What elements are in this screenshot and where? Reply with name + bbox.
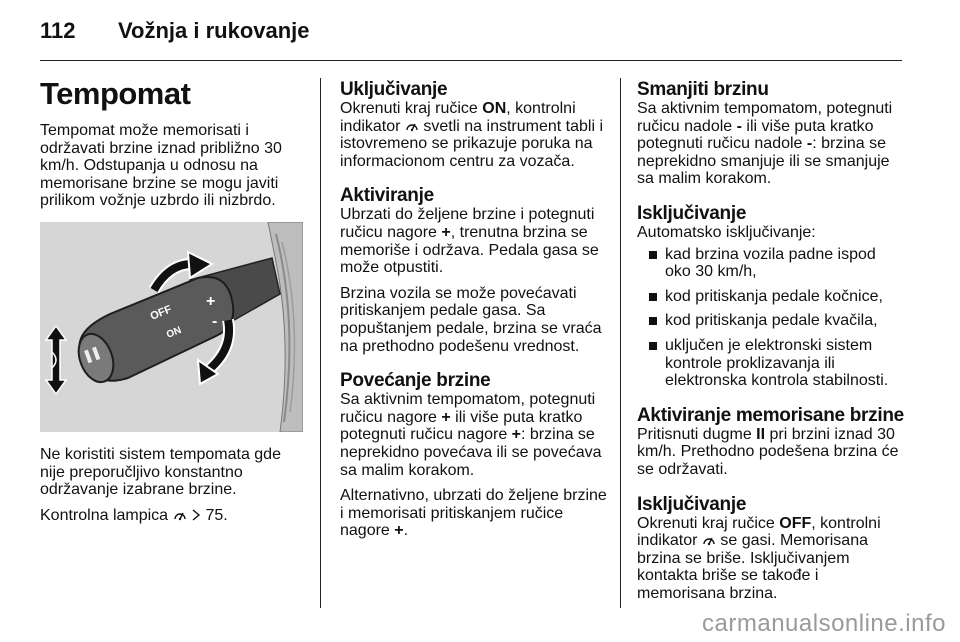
minus-label: - [212,313,218,330]
section-switch-on [340,80,608,170]
section-increase-speed [340,371,608,540]
cruise-control-icon [405,119,419,133]
section-activation [340,186,608,355]
list-item: kod pritiskanja pedale kvačila, [637,312,905,330]
column-divider-2 [620,78,621,608]
section-decrease-speed [637,80,905,188]
section-title: Isključivanje [637,202,747,224]
section-text: Brzina vozila se može povećavati pritiskanjem pedale gasa. Sa popuštanjem pedale, brzina se vraća na prethodno podešenu vrednost. [340,284,602,355]
section-title: Isključivanje [637,493,747,515]
deactivation-list [637,246,905,390]
section-text: Pritisnuti dugme II pri brzini iznad 30 km/h. Prethodno podešena brzina će se održavati. [637,425,899,478]
cruise-control-icon [702,533,716,547]
page-title: Tempomat [40,76,191,111]
list-item: kad brzina vozila padne ispod oko 30 km/h, [637,246,905,281]
section-text: Alternativno, ubrzati do željene brzine i memorisati pritiskanjem ručice nagore +. [340,487,607,540]
column-divider-1 [320,78,321,608]
page-number: 112 [40,18,76,43]
page-reference-icon [191,508,201,522]
section-text: Okrenuti kraj ručice OFF, kontrolni indikator se gasi. Memorisana brzina se briše. Isključivanjem kontakta briše se takođe i memorisana brzina. [637,514,881,602]
lamp-page: 75. [205,506,228,524]
cruise-control-icon [173,508,187,522]
lamp-reference [40,507,306,525]
section-resume-speed [637,406,905,479]
column-3 [637,80,905,618]
column-1-lower [40,446,306,532]
section-deactivation-auto [637,204,905,390]
list-item: kod pritiskanja pedale kočnice, [637,288,905,306]
lamp-prefix: Kontrolna lampica [40,506,169,524]
section-text: Automatsko isključivanje: [637,223,816,241]
on-label: ON [165,324,184,341]
section-text: Okrenuti kraj ručice ON, kontrolni indikator svetli na instrument tabli i istovremeno se prikazuje poruka na informacionom centru za vozača. [340,100,603,170]
section-title: Povećanje brzine [340,370,491,392]
warning-paragraph: Ne koristiti sistem tempomata gde nije preporučljivo konstantno održavanje izabrane brzine. [40,446,281,499]
section-title: Aktiviranje [340,185,434,207]
cruise-lever-illustration [40,222,303,432]
column-1 [40,76,306,218]
off-label: OFF [148,303,174,323]
section-text: Ubrzati do željene brzine i potegnuti ručicu nagore +, trenutna brzina se memoriše i održava. Pedala gasa se može otpustiti. [340,206,599,277]
list-item: uključen je elektronski sistem kontrole proklizavanja ili elektronska kontrola stabilnosti. [637,337,905,390]
chapter-title: Vožnja i rukovanje [118,18,310,43]
intro-paragraph: Tempomat može memorisati i održavati brzine iznad približno 30 km/h. Odstupanja u odnosu na memorisane brzine se mogu javiti prilikom vožnje uzbrdo ili nizbrdo. [40,122,282,210]
section-text: Sa aktivnim tempomatom, potegnuti ručicu nagore + ili više puta kratko potegnuti ručicu nagore +: brzina se neprekidno povećava ili se povećava sa malim korakom. [340,391,602,479]
section-title: Aktiviranje memorisane brzine [637,404,904,426]
watermark: carmanualsonline.info [702,610,946,637]
header-rule [40,60,902,61]
plus-label: + [206,293,216,310]
column-2 [340,80,608,556]
section-switch-off [637,495,905,603]
section-title: Smanjiti brzinu [637,79,769,100]
section-title: Uključivanje [340,79,448,100]
section-text: Sa aktivnim tempomatom, potegnuti ručicu nadole - ili više puta kratko potegnuti ručicu nadole -: brzina se neprekidno smanjuje ili se smanjuje sa malim korakom. [637,100,893,188]
